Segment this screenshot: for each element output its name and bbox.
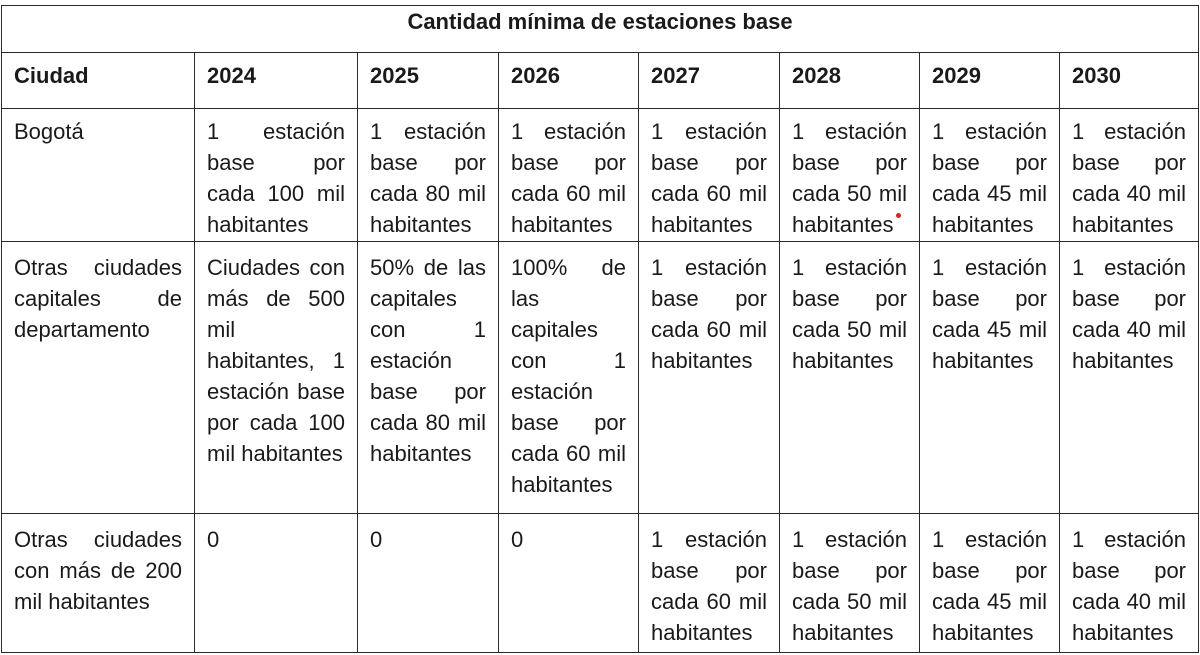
row-city: Bogotá (2, 109, 195, 242)
table-cell: 1 estación base por cada 40 mil habitantes (1060, 242, 1199, 514)
table-cell: 0 (195, 514, 358, 653)
table-cell: 0 (358, 514, 499, 653)
table-cell: 1 estación base por cada 60 mil habitantes (639, 514, 780, 653)
table-title: Cantidad mínima de estaciones base (2, 6, 1199, 53)
header-year: 2027 (639, 53, 780, 109)
table-cell: 1 estación base por cada 80 mil habitantes (358, 109, 499, 242)
table-cell-text: 1 estación base por cada 50 mil habitantes (792, 119, 907, 237)
table-cell: 100% de las capitales con 1 estación base por cada 60 mil habitantes (499, 242, 639, 514)
table-cell: 1 estación base por cada 50 mil habitantes (780, 242, 920, 514)
table-cell: 50% de las capitales con 1 estación base por cada 80 mil habitantes (358, 242, 499, 514)
header-year: 2025 (358, 53, 499, 109)
annotation-dot-icon (896, 213, 901, 218)
table-cell: 1 estación base por cada 40 mil habitantes (1060, 514, 1199, 653)
table-cell: 1 estación base por cada 50 mil habitantes (780, 514, 920, 653)
header-year: 2030 (1060, 53, 1199, 109)
table-cell: 1 estación base por cada 100 mil habitantes (195, 109, 358, 242)
header-year: 2028 (780, 53, 920, 109)
table-cell: 1 estación base por cada 45 mil habitantes (920, 109, 1060, 242)
table-cell: 1 estación base por cada 60 mil habitantes (639, 242, 780, 514)
table-cell-annotated (780, 109, 920, 242)
row-city: Otras ciudades capitales de departamento (2, 242, 195, 514)
header-year: 2029 (920, 53, 1060, 109)
base-stations-table (1, 5, 1199, 653)
table-cell: Ciudades con más de 500 mil habitantes, 1 estación base por cada 100 mil habitantes (195, 242, 358, 514)
table-cell: 1 estación base por cada 45 mil habitantes (920, 514, 1060, 653)
header-city: Ciudad (2, 53, 195, 109)
header-year: 2024 (195, 53, 358, 109)
table-row (2, 514, 1199, 653)
table-title-row (2, 6, 1199, 53)
table-cell: 0 (499, 514, 639, 653)
table-row (2, 109, 1199, 242)
header-year: 2026 (499, 53, 639, 109)
table-cell: 1 estación base por cada 60 mil habitantes (639, 109, 780, 242)
table-cell: 1 estación base por cada 60 mil habitantes (499, 109, 639, 242)
row-city: Otras ciudades con más de 200 mil habitantes (2, 514, 195, 653)
table-cell: 1 estación base por cada 40 mil habitantes (1060, 109, 1199, 242)
header-row (2, 53, 1199, 109)
table-row (2, 242, 1199, 514)
table-cell: 1 estación base por cada 45 mil habitantes (920, 242, 1060, 514)
